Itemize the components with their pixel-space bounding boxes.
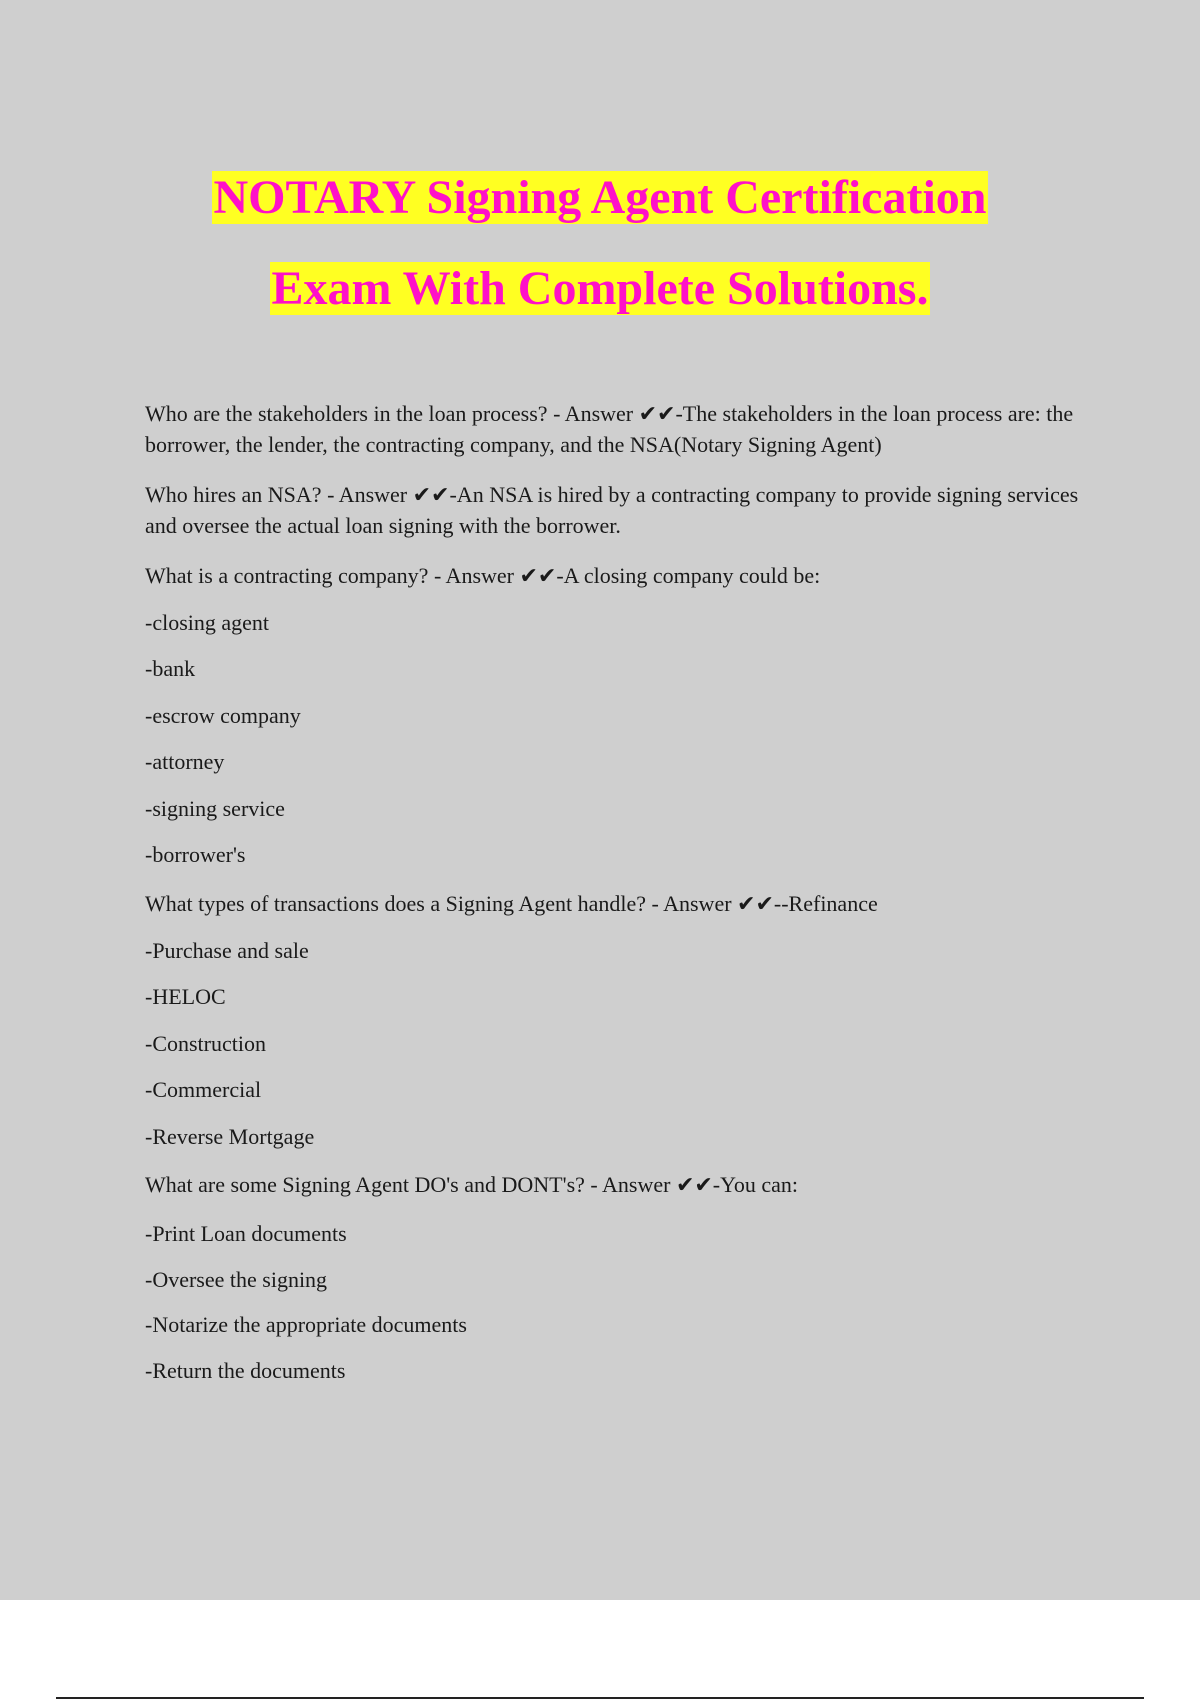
question-dos-and-donts: What are some Signing Agent DO's and DONT's? - Answer ✔✔-You can:: [145, 1172, 798, 1197]
list-item: -Construction: [145, 1031, 266, 1056]
list-item: -Purchase and sale: [145, 938, 309, 963]
list-item: -Commercial: [145, 1077, 262, 1102]
document-title: [0, 168, 1200, 319]
title-line-2-text: Exam With Complete Solutions.: [271, 262, 929, 315]
question-who-hires-nsa: Who hires an NSA? - Answer ✔✔-An NSA is hired by a contracting company to provide signing services and oversee the actual loan signing with the borrower.: [145, 482, 1079, 538]
list-item: -signing service: [145, 796, 285, 821]
list-item: -Oversee the signing: [145, 1267, 328, 1292]
title-line-2: [0, 259, 1200, 319]
list-item: -HELOC: [145, 984, 226, 1009]
list-item: -Notarize the appropriate documents: [145, 1312, 467, 1337]
question-transaction-types: What types of transactions does a Signing Agent handle? - Answer ✔✔--Refinance: [145, 891, 878, 916]
title-line-1-text: NOTARY Signing Agent Certification: [213, 171, 987, 224]
list-item: -closing agent: [145, 610, 270, 635]
list-item: -bank: [145, 656, 196, 681]
list-item: -Print Loan documents: [145, 1221, 347, 1246]
list-item: -Reverse Mortgage: [145, 1124, 315, 1149]
question-stakeholders: Who are the stakeholders in the loan process? - Answer ✔✔-The stakeholders in the loan process are: the borrower, the lender, the contracting company, and the NSA(Notary Signing Agent): [145, 401, 1074, 457]
list-item: -Return the documents: [145, 1358, 346, 1383]
question-contracting-company: What is a contracting company? - Answer ✔✔-A closing company could be:: [145, 563, 821, 588]
list-item: -attorney: [145, 749, 225, 774]
title-line-1: [0, 168, 1200, 228]
page-divider: [56, 1697, 1144, 1699]
list-item: -borrower's: [145, 842, 246, 867]
list-item: -escrow company: [145, 703, 301, 728]
